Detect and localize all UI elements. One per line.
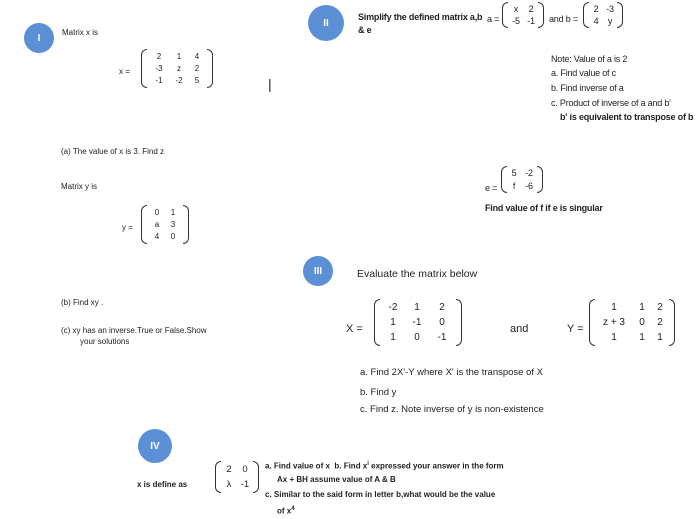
- matrix-X-cell: 0: [414, 332, 420, 343]
- matrix-e-cell: -6: [525, 181, 533, 191]
- matrix-x-label: x =: [119, 67, 130, 76]
- matrix-x-define-cell: 2: [226, 464, 232, 475]
- matrix-y: [141, 205, 189, 244]
- matrix-a-label: a =: [487, 14, 500, 24]
- note-text: Note: Value of a is 2: [551, 54, 628, 64]
- matrix-x-title: Matrix x is: [62, 28, 98, 37]
- matrix-a-cell: x: [513, 4, 519, 14]
- matrix-e-cell: -2: [525, 168, 533, 178]
- matrix-x-cell: -3: [155, 64, 163, 73]
- part-a-text: (a) The value of x is 3. Find z: [61, 147, 165, 156]
- matrix-x: [141, 49, 213, 88]
- matrix-X-cell: 2: [439, 302, 445, 313]
- matrix-Y-cell: 1: [639, 302, 645, 313]
- matrix-e-cell: f: [512, 181, 516, 191]
- matrix-Y-cell: 1: [611, 332, 617, 343]
- matrix-b: [583, 2, 623, 28]
- badge-section-4: IV: [138, 429, 172, 463]
- question-a: a. Find 2X'-Y where X' is the transpose of X: [360, 367, 543, 378]
- section-4-q-b1-sup: i: [367, 461, 369, 467]
- matrix-a: [502, 2, 544, 28]
- matrix-Y-cell: 1: [657, 332, 663, 343]
- badge-section-2: II: [308, 5, 344, 41]
- part-c-text-2: your solutions: [80, 337, 130, 346]
- pipe-mark: |: [268, 76, 272, 92]
- matrix-y-label: y =: [122, 223, 133, 232]
- matrix-X-cell: -2: [388, 302, 398, 313]
- matrix-X-cell: 1: [390, 332, 396, 343]
- matrix-Y-cell: 1: [639, 332, 645, 343]
- and-text: and: [510, 323, 529, 335]
- matrix-e-caption: Find value of f if e is singular: [485, 203, 603, 213]
- section-3-title: Evaluate the matrix below: [357, 268, 478, 280]
- part-b-text: (b) Find xy .: [61, 298, 104, 307]
- matrix-x-define-cell: λ: [226, 479, 232, 490]
- matrix-X-cell: 1: [390, 317, 396, 328]
- x-define-text: x is define as: [137, 480, 188, 489]
- section-4-q-c1: c. Similar to the said form in letter b,what would be the value: [265, 490, 496, 499]
- matrix-y-cell: 4: [154, 232, 160, 241]
- matrix-Y-cell: 2: [657, 317, 663, 328]
- matrix-y-cell: a: [154, 220, 160, 229]
- matrix-x-cell: -2: [175, 76, 183, 85]
- matrix-x-cell: 2: [156, 52, 162, 61]
- matrix-y-cell: 0: [154, 208, 160, 217]
- matrix-y-cell: 0: [170, 232, 176, 241]
- matrix-X-cell: 1: [414, 302, 420, 313]
- matrix-b-cell: y: [607, 16, 613, 26]
- matrix-x-define-cell: -1: [240, 479, 250, 490]
- matrix-Y-label: Y =: [567, 323, 584, 335]
- matrix-e-label: e =: [485, 183, 498, 193]
- matrix-Y-cell: 2: [657, 302, 663, 313]
- matrix-x-cell: 2: [194, 64, 200, 73]
- matrix-b-cell: 2: [593, 4, 599, 14]
- question-b: b. Find y: [360, 387, 397, 398]
- matrix-a-cell: -1: [527, 16, 535, 26]
- matrix-X-cell: -1: [412, 317, 422, 328]
- matrix-y-title: Matrix y is: [61, 182, 97, 191]
- section-4-q-c2: [277, 506, 295, 516]
- matrix-e-cell: 5: [511, 168, 517, 178]
- note-a: a. Find value of c: [551, 68, 616, 78]
- badge-section-3: III: [303, 256, 333, 286]
- matrix-x-define-cell: 0: [242, 464, 248, 475]
- section-2-title-2: & e: [358, 25, 372, 35]
- matrix-Y-cell: 0: [639, 317, 645, 328]
- section-4-q-a2: Ax + BH assume value of A & B: [277, 475, 396, 484]
- question-c: c. Find z. Note inverse of y is non-existence: [360, 404, 544, 415]
- matrix-x-cell: -1: [155, 76, 163, 85]
- matrix-x-cell: 5: [194, 76, 200, 85]
- note-d: b' is equivalent to transpose of b: [560, 112, 694, 122]
- section-2-title-1: Simplify the defined matrix a,b: [358, 12, 483, 22]
- matrix-x-cell: 1: [176, 52, 182, 61]
- matrix-x-cell: z: [177, 64, 181, 73]
- matrix-b-cell: 4: [593, 16, 599, 26]
- part-c-text-1: (c) xy has an inverse.True or False.Show: [61, 326, 207, 335]
- matrix-Y-cell: z + 3: [603, 317, 625, 328]
- matrix-Y-cell: 1: [611, 302, 617, 313]
- matrix-X-cell: -1: [437, 332, 447, 343]
- matrix-a-cell: 2: [528, 4, 534, 14]
- section-4-q-a1: [265, 461, 504, 471]
- matrix-e: [501, 166, 543, 193]
- badge-section-1: I: [24, 23, 54, 53]
- matrix-Y: [589, 299, 675, 346]
- note-b: b. Find inverse of a: [551, 83, 624, 93]
- note-c: c. Product of inverse of a and b': [551, 98, 671, 108]
- matrix-x-cell: 4: [194, 52, 200, 61]
- matrix-X-cell: 0: [439, 317, 445, 328]
- matrix-a-cell: -5: [512, 16, 520, 26]
- matrix-X-label: X =: [346, 323, 363, 335]
- matrix-b-cell: -3: [606, 4, 614, 14]
- section-4-q-c2-text: of x: [277, 506, 292, 516]
- section-4-q-b1-rest: expressed your answer in the form: [371, 461, 504, 471]
- matrix-y-cell: 3: [170, 220, 176, 229]
- section-4-q-c2-sup: 4: [291, 506, 295, 512]
- matrix-y-cell: 1: [170, 208, 176, 217]
- section-4-q-a1-text: a. Find value of x: [265, 461, 330, 471]
- matrix-X: [374, 299, 462, 346]
- section-4-q-b1-text: b. Find x: [334, 461, 368, 471]
- matrix-x-define: [215, 461, 259, 493]
- and-b-label: and b =: [549, 14, 578, 24]
